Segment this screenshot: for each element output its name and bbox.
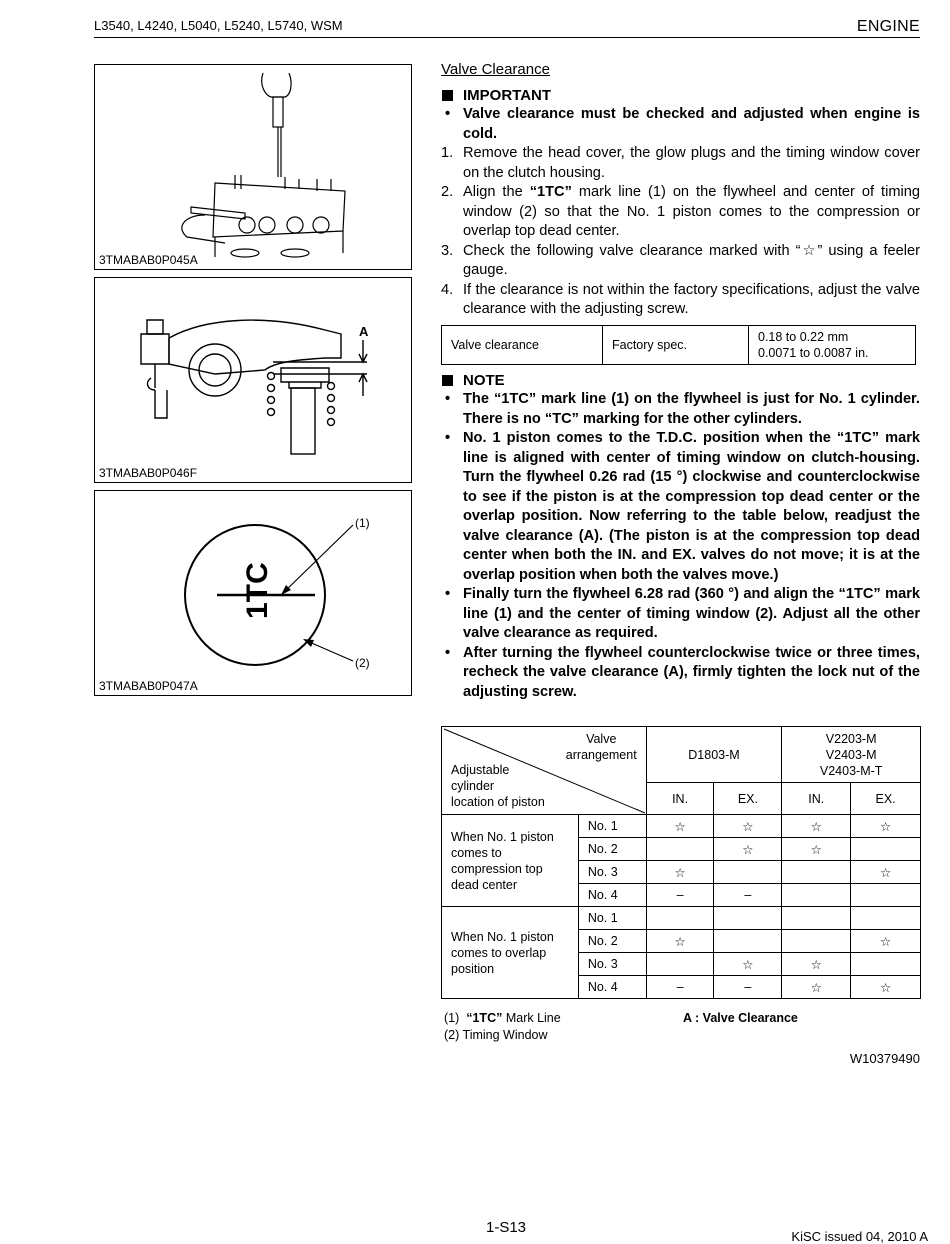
star-mark-cell: ☆	[714, 815, 782, 838]
table-cell	[851, 838, 921, 861]
table-cell	[646, 953, 714, 976]
table-cell	[714, 930, 782, 953]
table-cell: –	[646, 884, 714, 907]
figure-rocker-arm	[94, 277, 412, 483]
legend-item-2: (2) Timing Window	[444, 1028, 548, 1042]
table-cell	[782, 884, 851, 907]
star-mark-cell: ☆	[851, 930, 921, 953]
star-mark-cell: ☆	[851, 861, 921, 884]
note-label: NOTE	[463, 372, 505, 389]
col-ex: EX.	[851, 783, 921, 815]
table-cell	[851, 907, 921, 930]
table-row	[442, 907, 921, 930]
cylinder-label: No. 3	[578, 861, 646, 884]
figure-caption: 3TMABAB0P047A	[99, 679, 198, 693]
star-mark-cell: ☆	[782, 815, 851, 838]
piston-position-label: When No. 1 piston comes to compression top dead center	[442, 815, 579, 907]
label-a: A	[359, 324, 369, 339]
important-bullet: • Valve clearance must be checked and adjusted when engine is cold.	[445, 106, 920, 142]
figure-timing-window	[94, 490, 412, 696]
piston-position-label: When No. 1 piston comes to overlap position	[442, 907, 579, 999]
valve-arrangement-table	[441, 726, 921, 999]
spec-value: 0.18 to 0.22 mm 0.0071 to 0.0087 in.	[749, 326, 916, 365]
feeler-gauge-illustration	[95, 65, 411, 269]
page-number: 1-S13	[486, 1219, 527, 1236]
star-mark-cell: ☆	[782, 953, 851, 976]
spec-table	[441, 325, 916, 365]
important-label: IMPORTANT	[463, 87, 552, 104]
note-bullet: • The “1TC” mark line (1) on the flywheel is just for No. 1 cylinder. There is no “TC” marking for the other cylinders.	[445, 391, 920, 427]
callout-2: (2)	[355, 656, 370, 670]
step-4: 4. If the clearance is not within the factory specifications, adjust the valve clearance with the adjusting screw.	[441, 281, 920, 317]
step-3: 3. Check the following valve clearance marked with “☆” using a feeler gauge.	[441, 242, 920, 278]
header-rule	[94, 37, 920, 38]
issue-info: KiSC issued 04, 2010 A	[791, 1229, 928, 1244]
doc-code: W10379490	[849, 1051, 920, 1066]
step-2: 2. Align the “1TC” mark line (1) on the flywheel and center of timing window (2) so that the No. 1 piston comes to the compression or overlap top dead center.	[441, 184, 920, 239]
cylinder-label: No. 1	[578, 815, 646, 838]
note-bullet: • No. 1 piston comes to the T.D.C. position when the “1TC” mark line is aligned with center of timing window on clutch-housing. Turn the flywheel 0.26 rad (15 °) clockwise and counterclockwise to see if the piston is at the compression top dead center or the overlap position. Now referring to the table below, readjust the valve clearance (A). (The piston is at the compression top dead center when both the IN. and EX. valves do not move; it is at the overlap position when both the valves move.)	[445, 430, 920, 583]
star-mark-cell: ☆	[782, 838, 851, 861]
star-mark-cell: ☆	[646, 930, 714, 953]
table-cell	[782, 861, 851, 884]
table-cell	[646, 838, 714, 861]
table-cell	[714, 907, 782, 930]
cylinder-label: No. 1	[578, 907, 646, 930]
cylinder-label: No. 4	[578, 884, 646, 907]
important-heading	[441, 87, 920, 104]
star-mark-cell: ☆	[646, 815, 714, 838]
table-cell	[851, 884, 921, 907]
table-cell: –	[646, 976, 714, 999]
star-mark-cell: ☆	[714, 838, 782, 861]
figure-feeler-gauge	[94, 64, 412, 270]
col-ex: EX.	[714, 783, 782, 815]
star-mark-cell: ☆	[646, 861, 714, 884]
rocker-arm-illustration	[95, 278, 411, 482]
header-models: L3540, L4240, L5040, L5240, L5740, WSM	[94, 18, 343, 33]
note-heading	[441, 372, 920, 389]
note-list	[441, 390, 920, 702]
star-mark-cell: ☆	[851, 976, 921, 999]
table-cell: –	[714, 884, 782, 907]
cylinder-label: No. 2	[578, 838, 646, 861]
table-row	[442, 815, 921, 838]
callout-1: (1)	[355, 516, 370, 530]
header-section: ENGINE	[856, 18, 920, 35]
table-cell: –	[714, 976, 782, 999]
star-mark-cell: ☆	[782, 976, 851, 999]
page-title: Valve Clearance	[441, 61, 550, 78]
cylinder-label: No. 3	[578, 953, 646, 976]
legend-item-1: (1) “1TC” Mark Line	[444, 1011, 561, 1025]
table-cell	[714, 861, 782, 884]
table-corner-header: Valve arrangement Adjustable cylinder location of piston	[442, 727, 647, 815]
col-in: IN.	[782, 783, 851, 815]
square-bullet-icon	[442, 90, 453, 101]
tc-mark: 1TC	[241, 562, 274, 619]
note-bullet: • After turning the flywheel counterclockwise twice or three times, recheck the valve clearance (A), firmly tighten the lock nut of the adjusting screw.	[445, 644, 920, 700]
star-mark-cell: ☆	[851, 815, 921, 838]
procedure-list	[441, 105, 920, 320]
figure-caption: 3TMABAB0P045A	[99, 253, 198, 267]
table-cell	[782, 907, 851, 930]
table-cell	[851, 953, 921, 976]
figure-caption: 3TMABAB0P046F	[99, 466, 198, 480]
table-cell	[646, 907, 714, 930]
table-cell	[782, 930, 851, 953]
engine-header-v2203: V2203-M V2403-M V2403-M-T	[782, 727, 921, 783]
col-in: IN.	[646, 783, 714, 815]
spec-label: Factory spec.	[603, 326, 749, 365]
star-mark-cell: ☆	[714, 953, 782, 976]
note-bullet: • Finally turn the flywheel 6.28 rad (360 °) and align the “1TC” mark line (1) and the center of timing window (2). Adjust all the other valve clearance as required.	[445, 586, 920, 641]
cylinder-label: No. 2	[578, 930, 646, 953]
section-title	[441, 61, 920, 79]
cylinder-label: No. 4	[578, 976, 646, 999]
step-1: 1. Remove the head cover, the glow plugs and the timing window cover on the clutch housing.	[441, 145, 920, 181]
legend-a: A : Valve Clearance	[683, 1011, 798, 1025]
engine-header-d1803: D1803-M	[646, 727, 782, 783]
timing-window-illustration	[95, 491, 411, 695]
square-bullet-icon	[442, 375, 453, 386]
spec-item: Valve clearance	[442, 326, 603, 365]
